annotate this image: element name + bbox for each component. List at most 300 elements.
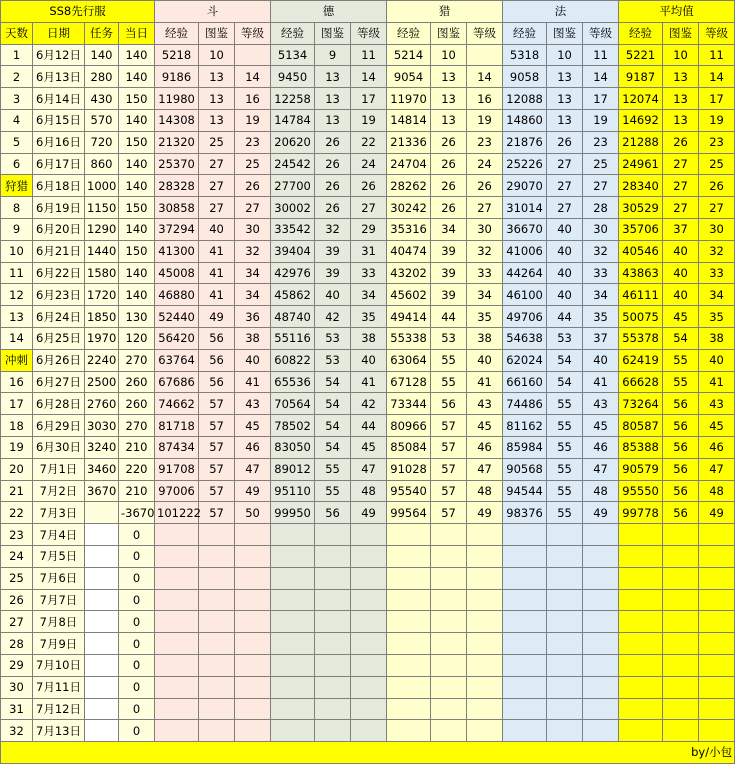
cell-dou-exp[interactable]: 25370 <box>155 153 199 175</box>
cell-lie-level[interactable]: 38 <box>467 327 503 349</box>
cell-fa-level[interactable]: 47 <box>583 458 619 480</box>
cell-dou-level[interactable]: 30 <box>235 218 271 240</box>
cell-lie-exp[interactable]: 9054 <box>387 66 431 88</box>
cell-lie-exp[interactable]: 73344 <box>387 393 431 415</box>
cell-dou-level[interactable]: 40 <box>235 349 271 371</box>
header-codex[interactable]: 图鉴 <box>431 22 467 44</box>
cell-dou-codex[interactable]: 57 <box>199 458 235 480</box>
cell-fa-exp[interactable]: 14860 <box>503 109 547 131</box>
cell-average-level[interactable]: 49 <box>699 502 735 524</box>
cell-fa-codex[interactable]: 54 <box>547 371 583 393</box>
cell-de-codex[interactable]: 40 <box>315 284 351 306</box>
cell-fa-level[interactable]: 35 <box>583 306 619 328</box>
cell-average-codex[interactable] <box>663 567 699 589</box>
cell-day[interactable]: 9 <box>1 218 33 240</box>
cell-fa-level[interactable]: 33 <box>583 262 619 284</box>
cell-day[interactable]: 12 <box>1 284 33 306</box>
cell-fa-exp[interactable]: 90568 <box>503 458 547 480</box>
cell-day[interactable]: 1 <box>1 44 33 66</box>
cell-average-codex[interactable] <box>663 611 699 633</box>
cell-fa-codex[interactable] <box>547 633 583 655</box>
cell-date[interactable]: 7月1日 <box>33 458 85 480</box>
cell-dou-codex[interactable]: 25 <box>199 131 235 153</box>
cell-day[interactable]: 13 <box>1 306 33 328</box>
cell-fa-level[interactable]: 17 <box>583 88 619 110</box>
cell-de-exp[interactable]: 55116 <box>271 327 315 349</box>
cell-dou-level[interactable] <box>235 611 271 633</box>
cell-day[interactable]: 24 <box>1 545 33 567</box>
cell-average-level[interactable] <box>699 524 735 546</box>
cell-fa-level[interactable]: 23 <box>583 131 619 153</box>
cell-dou-codex[interactable]: 40 <box>199 218 235 240</box>
cell-fa-exp[interactable]: 21876 <box>503 131 547 153</box>
cell-lie-level[interactable]: 35 <box>467 306 503 328</box>
cell-lie-exp[interactable]: 43202 <box>387 262 431 284</box>
cell-day[interactable]: 16 <box>1 371 33 393</box>
group-lie[interactable]: 猎 <box>387 1 503 23</box>
cell-lie-codex[interactable] <box>431 698 467 720</box>
cell-de-exp[interactable]: 70564 <box>271 393 315 415</box>
cell-dou-exp[interactable] <box>155 611 199 633</box>
cell-fa-exp[interactable]: 49706 <box>503 306 547 328</box>
cell-fa-exp[interactable] <box>503 589 547 611</box>
cell-date[interactable]: 6月20日 <box>33 218 85 240</box>
cell-average-exp[interactable]: 40546 <box>619 240 663 262</box>
cell-fa-codex[interactable]: 55 <box>547 502 583 524</box>
cell-today[interactable]: 150 <box>119 197 155 219</box>
cell-average-level[interactable]: 27 <box>699 197 735 219</box>
cell-dou-level[interactable]: 49 <box>235 480 271 502</box>
cell-de-exp[interactable]: 27700 <box>271 175 315 197</box>
cell-lie-level[interactable]: 43 <box>467 393 503 415</box>
cell-fa-exp[interactable]: 62024 <box>503 349 547 371</box>
cell-lie-level[interactable]: 47 <box>467 458 503 480</box>
cell-fa-codex[interactable]: 40 <box>547 284 583 306</box>
cell-fa-exp[interactable]: 31014 <box>503 197 547 219</box>
cell-lie-codex[interactable]: 39 <box>431 262 467 284</box>
cell-day[interactable]: 20 <box>1 458 33 480</box>
cell-task[interactable] <box>85 654 119 676</box>
cell-average-codex[interactable]: 54 <box>663 327 699 349</box>
cell-dou-codex[interactable]: 57 <box>199 393 235 415</box>
cell-fa-level[interactable] <box>583 611 619 633</box>
cell-day[interactable]: 狩猎 <box>1 175 33 197</box>
cell-lie-exp[interactable]: 91028 <box>387 458 431 480</box>
cell-dou-level[interactable]: 46 <box>235 436 271 458</box>
cell-fa-codex[interactable]: 13 <box>547 88 583 110</box>
cell-fa-level[interactable] <box>583 698 619 720</box>
cell-today[interactable]: 0 <box>119 545 155 567</box>
cell-fa-exp[interactable]: 25226 <box>503 153 547 175</box>
cell-average-exp[interactable] <box>619 654 663 676</box>
cell-average-level[interactable]: 26 <box>699 175 735 197</box>
cell-task[interactable] <box>85 611 119 633</box>
cell-fa-codex[interactable]: 10 <box>547 44 583 66</box>
cell-de-exp[interactable] <box>271 654 315 676</box>
cell-task[interactable]: 1000 <box>85 175 119 197</box>
cell-dou-exp[interactable]: 56420 <box>155 327 199 349</box>
cell-date[interactable]: 7月13日 <box>33 720 85 742</box>
cell-average-exp[interactable] <box>619 676 663 698</box>
cell-lie-exp[interactable] <box>387 676 431 698</box>
cell-average-level[interactable]: 46 <box>699 436 735 458</box>
cell-task[interactable]: 3460 <box>85 458 119 480</box>
cell-lie-level[interactable]: 27 <box>467 197 503 219</box>
header-exp[interactable]: 经验 <box>387 22 431 44</box>
cell-fa-level[interactable] <box>583 567 619 589</box>
cell-date[interactable]: 6月16日 <box>33 131 85 153</box>
cell-dou-level[interactable]: 27 <box>235 197 271 219</box>
cell-lie-level[interactable]: 40 <box>467 349 503 371</box>
cell-average-exp[interactable]: 35706 <box>619 218 663 240</box>
cell-fa-codex[interactable]: 27 <box>547 197 583 219</box>
cell-task[interactable]: 720 <box>85 131 119 153</box>
cell-dou-level[interactable]: 16 <box>235 88 271 110</box>
cell-dou-codex[interactable] <box>199 654 235 676</box>
cell-average-level[interactable] <box>699 633 735 655</box>
cell-de-codex[interactable]: 13 <box>315 66 351 88</box>
cell-fa-codex[interactable]: 40 <box>547 240 583 262</box>
cell-average-exp[interactable] <box>619 545 663 567</box>
cell-average-level[interactable] <box>699 589 735 611</box>
cell-task[interactable]: 570 <box>85 109 119 131</box>
cell-task[interactable] <box>85 502 119 524</box>
cell-de-level[interactable] <box>351 611 387 633</box>
cell-today[interactable]: 0 <box>119 698 155 720</box>
cell-date[interactable]: 6月24日 <box>33 306 85 328</box>
group-dou[interactable]: 斗 <box>155 1 271 23</box>
cell-dou-codex[interactable]: 57 <box>199 436 235 458</box>
cell-fa-codex[interactable]: 55 <box>547 458 583 480</box>
cell-fa-level[interactable]: 14 <box>583 66 619 88</box>
cell-today[interactable]: 150 <box>119 131 155 153</box>
cell-de-level[interactable] <box>351 676 387 698</box>
cell-de-level[interactable] <box>351 567 387 589</box>
cell-de-codex[interactable]: 55 <box>315 458 351 480</box>
cell-dou-level[interactable] <box>235 698 271 720</box>
cell-lie-codex[interactable]: 57 <box>431 415 467 437</box>
cell-average-codex[interactable]: 40 <box>663 262 699 284</box>
cell-lie-level[interactable]: 30 <box>467 218 503 240</box>
cell-average-level[interactable] <box>699 611 735 633</box>
cell-lie-codex[interactable]: 53 <box>431 327 467 349</box>
cell-de-exp[interactable]: 5134 <box>271 44 315 66</box>
cell-lie-codex[interactable]: 57 <box>431 502 467 524</box>
cell-average-level[interactable]: 32 <box>699 240 735 262</box>
cell-fa-codex[interactable] <box>547 545 583 567</box>
cell-task[interactable]: 2240 <box>85 349 119 371</box>
cell-de-exp[interactable]: 45862 <box>271 284 315 306</box>
cell-de-codex[interactable]: 54 <box>315 415 351 437</box>
cell-dou-codex[interactable] <box>199 698 235 720</box>
cell-dou-exp[interactable]: 37294 <box>155 218 199 240</box>
cell-average-codex[interactable]: 56 <box>663 436 699 458</box>
cell-average-level[interactable]: 45 <box>699 415 735 437</box>
cell-lie-codex[interactable]: 34 <box>431 218 467 240</box>
cell-de-exp[interactable]: 42976 <box>271 262 315 284</box>
cell-dou-level[interactable] <box>235 589 271 611</box>
cell-dou-codex[interactable]: 27 <box>199 175 235 197</box>
cell-day[interactable]: 26 <box>1 589 33 611</box>
cell-average-level[interactable]: 35 <box>699 306 735 328</box>
cell-lie-codex[interactable] <box>431 654 467 676</box>
cell-average-level[interactable]: 23 <box>699 131 735 153</box>
cell-date[interactable]: 6月29日 <box>33 415 85 437</box>
cell-de-exp[interactable] <box>271 545 315 567</box>
cell-average-codex[interactable]: 40 <box>663 240 699 262</box>
cell-fa-exp[interactable]: 66160 <box>503 371 547 393</box>
cell-lie-exp[interactable]: 11970 <box>387 88 431 110</box>
cell-today[interactable]: 120 <box>119 327 155 349</box>
cell-de-level[interactable]: 42 <box>351 393 387 415</box>
cell-fa-codex[interactable]: 44 <box>547 306 583 328</box>
cell-fa-exp[interactable] <box>503 567 547 589</box>
cell-day[interactable]: 8 <box>1 197 33 219</box>
cell-fa-codex[interactable]: 54 <box>547 349 583 371</box>
cell-date[interactable]: 6月23日 <box>33 284 85 306</box>
cell-day[interactable]: 30 <box>1 676 33 698</box>
cell-lie-exp[interactable]: 30242 <box>387 197 431 219</box>
cell-date[interactable]: 7月2日 <box>33 480 85 502</box>
sheet-title[interactable]: SS8先行服 <box>1 1 155 23</box>
cell-lie-exp[interactable] <box>387 567 431 589</box>
cell-average-codex[interactable]: 27 <box>663 153 699 175</box>
cell-lie-exp[interactable]: 24704 <box>387 153 431 175</box>
cell-lie-exp[interactable]: 5214 <box>387 44 431 66</box>
cell-de-level[interactable] <box>351 654 387 676</box>
cell-lie-exp[interactable] <box>387 654 431 676</box>
cell-de-level[interactable] <box>351 545 387 567</box>
cell-de-codex[interactable]: 13 <box>315 109 351 131</box>
cell-average-codex[interactable]: 56 <box>663 393 699 415</box>
cell-dou-level[interactable]: 50 <box>235 502 271 524</box>
cell-date[interactable]: 7月6日 <box>33 567 85 589</box>
cell-date[interactable]: 6月17日 <box>33 153 85 175</box>
cell-average-exp[interactable]: 95550 <box>619 480 663 502</box>
cell-dou-codex[interactable]: 13 <box>199 88 235 110</box>
cell-today[interactable]: 0 <box>119 589 155 611</box>
cell-average-level[interactable]: 14 <box>699 66 735 88</box>
cell-task[interactable]: 1970 <box>85 327 119 349</box>
cell-dou-exp[interactable]: 30858 <box>155 197 199 219</box>
cell-lie-codex[interactable]: 13 <box>431 66 467 88</box>
cell-date[interactable]: 7月5日 <box>33 545 85 567</box>
cell-dou-exp[interactable] <box>155 633 199 655</box>
cell-fa-exp[interactable]: 29070 <box>503 175 547 197</box>
cell-task[interactable]: 280 <box>85 66 119 88</box>
cell-lie-exp[interactable] <box>387 633 431 655</box>
cell-de-codex[interactable] <box>315 633 351 655</box>
cell-fa-codex[interactable]: 13 <box>547 66 583 88</box>
cell-dou-exp[interactable]: 63764 <box>155 349 199 371</box>
cell-task[interactable] <box>85 633 119 655</box>
cell-dou-exp[interactable] <box>155 545 199 567</box>
cell-lie-level[interactable]: 49 <box>467 502 503 524</box>
cell-date[interactable]: 7月8日 <box>33 611 85 633</box>
cell-average-exp[interactable]: 90579 <box>619 458 663 480</box>
cell-lie-level[interactable]: 46 <box>467 436 503 458</box>
cell-fa-level[interactable]: 49 <box>583 502 619 524</box>
cell-fa-level[interactable]: 43 <box>583 393 619 415</box>
cell-day[interactable]: 29 <box>1 654 33 676</box>
cell-task[interactable] <box>85 524 119 546</box>
cell-date[interactable]: 6月25日 <box>33 327 85 349</box>
cell-task[interactable]: 1440 <box>85 240 119 262</box>
cell-fa-level[interactable]: 48 <box>583 480 619 502</box>
cell-lie-exp[interactable] <box>387 589 431 611</box>
cell-de-exp[interactable]: 9450 <box>271 66 315 88</box>
author-credit[interactable]: by/小包 <box>1 742 735 764</box>
cell-fa-exp[interactable]: 36670 <box>503 218 547 240</box>
cell-dou-codex[interactable]: 49 <box>199 306 235 328</box>
cell-fa-level[interactable]: 40 <box>583 349 619 371</box>
cell-fa-level[interactable] <box>583 720 619 742</box>
cell-dou-codex[interactable]: 27 <box>199 197 235 219</box>
cell-task[interactable]: 1580 <box>85 262 119 284</box>
cell-lie-exp[interactable]: 80966 <box>387 415 431 437</box>
cell-lie-level[interactable]: 33 <box>467 262 503 284</box>
cell-dou-exp[interactable]: 101222 <box>155 502 199 524</box>
cell-lie-codex[interactable] <box>431 720 467 742</box>
cell-average-exp[interactable] <box>619 567 663 589</box>
cell-today[interactable]: 140 <box>119 66 155 88</box>
cell-dou-exp[interactable] <box>155 567 199 589</box>
cell-lie-level[interactable] <box>467 611 503 633</box>
cell-dou-codex[interactable]: 13 <box>199 66 235 88</box>
cell-dou-exp[interactable] <box>155 676 199 698</box>
cell-dou-codex[interactable]: 56 <box>199 327 235 349</box>
cell-average-codex[interactable]: 10 <box>663 44 699 66</box>
cell-average-exp[interactable]: 50075 <box>619 306 663 328</box>
cell-average-codex[interactable]: 40 <box>663 284 699 306</box>
cell-lie-codex[interactable]: 57 <box>431 436 467 458</box>
cell-de-level[interactable]: 29 <box>351 218 387 240</box>
cell-today[interactable]: 140 <box>119 175 155 197</box>
cell-dou-codex[interactable]: 56 <box>199 349 235 371</box>
cell-fa-codex[interactable]: 55 <box>547 436 583 458</box>
cell-fa-level[interactable] <box>583 524 619 546</box>
cell-task[interactable] <box>85 567 119 589</box>
cell-fa-exp[interactable]: 81162 <box>503 415 547 437</box>
cell-day[interactable]: 5 <box>1 131 33 153</box>
cell-dou-codex[interactable] <box>199 720 235 742</box>
cell-dou-level[interactable] <box>235 676 271 698</box>
cell-de-exp[interactable]: 30002 <box>271 197 315 219</box>
cell-lie-level[interactable]: 24 <box>467 153 503 175</box>
group-de[interactable]: 德 <box>271 1 387 23</box>
cell-average-level[interactable] <box>699 654 735 676</box>
cell-day[interactable]: 2 <box>1 66 33 88</box>
header-exp[interactable]: 经验 <box>619 22 663 44</box>
cell-dou-level[interactable]: 38 <box>235 327 271 349</box>
cell-de-exp[interactable]: 78502 <box>271 415 315 437</box>
cell-average-codex[interactable] <box>663 524 699 546</box>
cell-average-codex[interactable]: 55 <box>663 349 699 371</box>
cell-average-exp[interactable]: 80587 <box>619 415 663 437</box>
cell-day[interactable]: 18 <box>1 415 33 437</box>
cell-today[interactable]: 130 <box>119 306 155 328</box>
cell-average-codex[interactable] <box>663 545 699 567</box>
cell-date[interactable]: 6月21日 <box>33 240 85 262</box>
cell-de-codex[interactable]: 26 <box>315 197 351 219</box>
cell-de-level[interactable] <box>351 633 387 655</box>
cell-dou-exp[interactable]: 45008 <box>155 262 199 284</box>
cell-lie-codex[interactable]: 26 <box>431 197 467 219</box>
cell-dou-exp[interactable] <box>155 589 199 611</box>
cell-dou-level[interactable] <box>235 633 271 655</box>
cell-lie-level[interactable] <box>467 545 503 567</box>
cell-lie-exp[interactable]: 28262 <box>387 175 431 197</box>
cell-lie-level[interactable] <box>467 676 503 698</box>
cell-average-codex[interactable]: 13 <box>663 66 699 88</box>
cell-today[interactable]: 270 <box>119 349 155 371</box>
cell-de-level[interactable] <box>351 589 387 611</box>
cell-day[interactable]: 19 <box>1 436 33 458</box>
cell-lie-level[interactable] <box>467 654 503 676</box>
cell-de-codex[interactable] <box>315 545 351 567</box>
cell-de-exp[interactable]: 39404 <box>271 240 315 262</box>
cell-fa-level[interactable] <box>583 633 619 655</box>
cell-date[interactable]: 6月28日 <box>33 393 85 415</box>
cell-dou-level[interactable]: 45 <box>235 415 271 437</box>
cell-today[interactable]: 210 <box>119 436 155 458</box>
cell-lie-codex[interactable]: 55 <box>431 349 467 371</box>
cell-fa-exp[interactable] <box>503 676 547 698</box>
cell-average-exp[interactable]: 21288 <box>619 131 663 153</box>
cell-today[interactable]: 260 <box>119 393 155 415</box>
cell-dou-codex[interactable] <box>199 611 235 633</box>
cell-lie-exp[interactable]: 49414 <box>387 306 431 328</box>
cell-lie-level[interactable] <box>467 524 503 546</box>
cell-average-exp[interactable] <box>619 524 663 546</box>
cell-date[interactable]: 7月4日 <box>33 524 85 546</box>
cell-fa-exp[interactable] <box>503 720 547 742</box>
cell-task[interactable]: 860 <box>85 153 119 175</box>
cell-task[interactable] <box>85 698 119 720</box>
cell-dou-exp[interactable]: 9186 <box>155 66 199 88</box>
cell-today[interactable]: -3670 <box>119 502 155 524</box>
cell-dou-level[interactable] <box>235 567 271 589</box>
header-task[interactable]: 任务 <box>85 22 119 44</box>
cell-lie-level[interactable]: 41 <box>467 371 503 393</box>
cell-fa-level[interactable]: 32 <box>583 240 619 262</box>
cell-task[interactable]: 3670 <box>85 480 119 502</box>
cell-dou-codex[interactable] <box>199 676 235 698</box>
cell-dou-codex[interactable]: 57 <box>199 480 235 502</box>
cell-dou-exp[interactable]: 28328 <box>155 175 199 197</box>
cell-dou-exp[interactable] <box>155 654 199 676</box>
cell-fa-exp[interactable] <box>503 633 547 655</box>
cell-average-codex[interactable]: 56 <box>663 458 699 480</box>
cell-dou-codex[interactable]: 10 <box>199 44 235 66</box>
cell-dou-exp[interactable]: 91708 <box>155 458 199 480</box>
cell-fa-codex[interactable]: 55 <box>547 415 583 437</box>
cell-lie-level[interactable]: 14 <box>467 66 503 88</box>
cell-average-exp[interactable]: 55378 <box>619 327 663 349</box>
cell-de-codex[interactable] <box>315 567 351 589</box>
cell-average-level[interactable]: 48 <box>699 480 735 502</box>
cell-lie-codex[interactable] <box>431 633 467 655</box>
cell-lie-exp[interactable]: 85084 <box>387 436 431 458</box>
cell-average-codex[interactable] <box>663 654 699 676</box>
cell-task[interactable]: 140 <box>85 44 119 66</box>
cell-de-codex[interactable]: 53 <box>315 327 351 349</box>
cell-today[interactable]: 0 <box>119 676 155 698</box>
cell-de-exp[interactable] <box>271 698 315 720</box>
cell-fa-codex[interactable] <box>547 676 583 698</box>
cell-average-codex[interactable] <box>663 720 699 742</box>
cell-de-exp[interactable]: 12258 <box>271 88 315 110</box>
